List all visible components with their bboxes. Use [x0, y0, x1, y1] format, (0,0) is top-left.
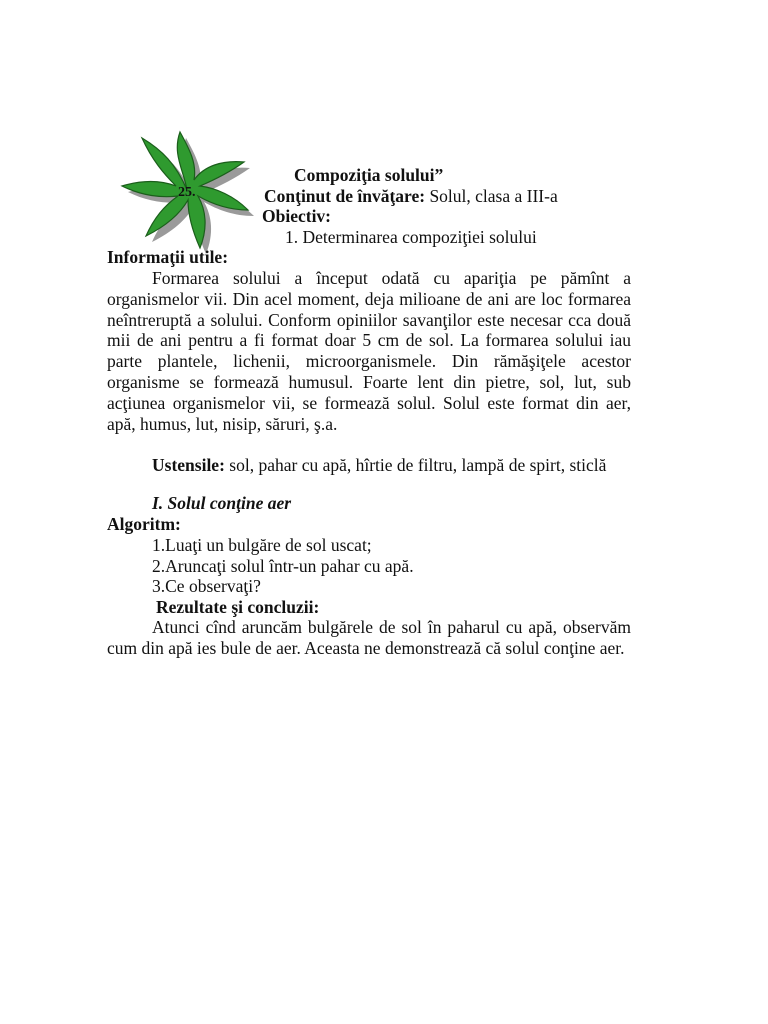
algorithm-heading: Algoritm: — [107, 514, 181, 534]
algorithm-step: 2.Aruncaţi solul într-un pahar cu apă. — [152, 556, 414, 576]
results-heading: Rezultate şi concluzii: — [156, 597, 320, 617]
info-heading: Informaţii utile: — [107, 247, 229, 267]
emblem-number: 25. — [178, 185, 196, 200]
green-star-emblem — [112, 126, 262, 254]
tools-value: sol, pahar cu apă, hîrtie de filtru, lampă de spirt, sticlă — [224, 455, 607, 475]
content-line — [264, 186, 558, 207]
content-value: Solul, clasa a III-a — [425, 186, 558, 206]
algorithm-step: 3.Ce observaţi? — [152, 576, 261, 596]
objective-item: 1. Determinarea compoziţiei solului — [285, 227, 537, 247]
page-title: Compoziţia solului” — [294, 165, 444, 185]
tools-paragraph — [107, 455, 631, 476]
objective-label: Obiectiv: — [262, 206, 332, 226]
info-paragraph: Formarea solului a început odată cu apariţia pe pămînt a organismelor vii. Din acel moment, deja milioane de ani are loc formarea neîntreruptă a solului. Conform opiniilor savanţilor este necesar cca două mii de ani pentru a fi format doar 5 cm de sol. La formarea solului iau parte plantele, lichenii, microorganismele. Din rămăşiţele acestor organisme se formează humusul. Foarte lent din pietre, sol, lut, sub acţiunea organismelor vii, se formează solul. Solul este format din aer, apă, humus, lut, nisip, săruri, ş.a. — [107, 268, 631, 434]
content-label: Conţinut de învăţare: — [264, 186, 426, 206]
results-paragraph: Atunci cînd aruncăm bulgărele de sol în paharul cu apă, observăm cum din apă ies bule de aer. Aceasta ne demonstrează că solul conţine aer. — [107, 617, 631, 658]
algorithm-step: 1.Luaţi un bulgăre de sol uscat; — [152, 535, 372, 555]
tools-label: Ustensile: — [152, 455, 225, 475]
section-heading: I. Solul conţine aer — [152, 493, 292, 513]
